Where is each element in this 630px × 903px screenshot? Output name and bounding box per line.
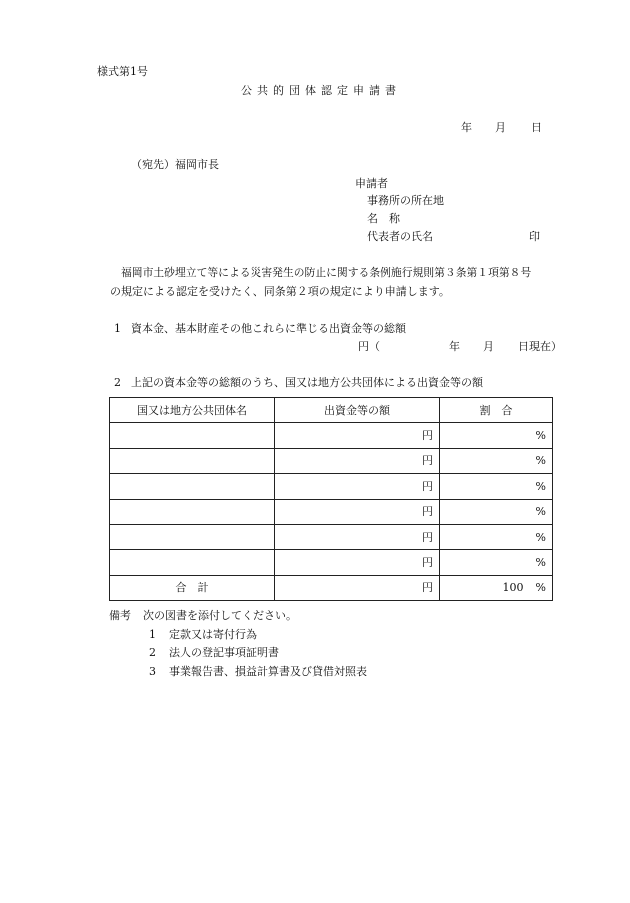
- body-text-line-2: の規定による認定を受けたく、同条第２項の規定により申請します。: [110, 285, 450, 298]
- ratio-cell: %: [440, 550, 553, 575]
- entity-name-cell: [110, 448, 275, 473]
- section-1-yen-open: 円（: [358, 340, 380, 353]
- table-row: [110, 474, 553, 499]
- header-ratio: 割 合: [440, 398, 553, 423]
- entity-name-cell: [110, 423, 275, 448]
- amount-cell: 円: [275, 474, 440, 499]
- body-text-line-1: 福岡市土砂埋立て等による災害発生の防止に関する条例施行規則第３条第１項第８号: [121, 266, 532, 279]
- representative-label: 代表者の氏名: [367, 230, 433, 243]
- total-amount-cell: 円: [275, 575, 440, 600]
- section-1-heading: 資本金、基本財産その他これらに準じる出資金等の総額: [131, 322, 406, 335]
- amount-cell: 円: [275, 550, 440, 575]
- amount-cell: 円: [275, 423, 440, 448]
- notes-intro: 次の図書を添付してください。: [143, 609, 297, 622]
- total-ratio-cell: [440, 575, 553, 600]
- date-year-label: 年: [461, 121, 472, 134]
- table-row: [110, 423, 553, 448]
- header-entity-name: 国又は地方公共団体名: [110, 398, 275, 423]
- amount-cell: 円: [275, 448, 440, 473]
- section-1-number: 1: [114, 322, 121, 335]
- seal-mark: 印: [529, 230, 540, 243]
- header-amount: 出資金等の額: [275, 398, 440, 423]
- table-row: [110, 448, 553, 473]
- section-1-day-now-label: 日現在）: [518, 340, 562, 353]
- note-item-number: 3: [149, 665, 156, 678]
- entity-name-cell: [110, 524, 275, 549]
- table-row: [110, 550, 553, 575]
- note-item-text: 法人の登記事項証明書: [169, 646, 279, 659]
- section-2-number: 2: [114, 376, 121, 389]
- table-total-row: [110, 575, 553, 600]
- section-1-month-label: 月: [483, 340, 494, 353]
- ratio-cell: %: [440, 474, 553, 499]
- ratio-cell: %: [440, 499, 553, 524]
- document-title: 公共的団体認定申請書: [241, 84, 401, 97]
- amount-cell: 円: [275, 499, 440, 524]
- ratio-cell: %: [440, 448, 553, 473]
- notes-label: 備考: [109, 609, 131, 622]
- note-item-text: 定款又は寄付行為: [169, 628, 257, 641]
- note-item-number: 2: [149, 646, 156, 659]
- table-header-row: [110, 398, 553, 423]
- total-label-cell: 合 計: [110, 575, 275, 600]
- investment-table: [109, 397, 553, 601]
- form-number: 様式第1号: [97, 65, 148, 78]
- name-label: 名 称: [367, 212, 400, 225]
- date-month-label: 月: [495, 121, 506, 134]
- office-address-label: 事務所の所在地: [367, 194, 444, 207]
- total-ratio-value: 100: [502, 581, 524, 595]
- addressee: （宛先）福岡市長: [131, 158, 219, 171]
- entity-name-cell: [110, 474, 275, 499]
- table-row: [110, 524, 553, 549]
- total-ratio-unit: %: [535, 581, 546, 595]
- entity-name-cell: [110, 499, 275, 524]
- date-day-label: 日: [531, 121, 542, 134]
- note-item-text: 事業報告書、損益計算書及び貸借対照表: [169, 665, 367, 678]
- note-item-number: 1: [149, 628, 156, 641]
- amount-cell: 円: [275, 524, 440, 549]
- entity-name-cell: [110, 550, 275, 575]
- table-row: [110, 499, 553, 524]
- ratio-cell: %: [440, 524, 553, 549]
- section-1-year-label: 年: [449, 340, 460, 353]
- applicant-label: 申請者: [355, 177, 388, 190]
- section-2-heading: 上記の資本金等の総額のうち、国又は地方公共団体による出資金等の額: [131, 376, 483, 389]
- ratio-cell: %: [440, 423, 553, 448]
